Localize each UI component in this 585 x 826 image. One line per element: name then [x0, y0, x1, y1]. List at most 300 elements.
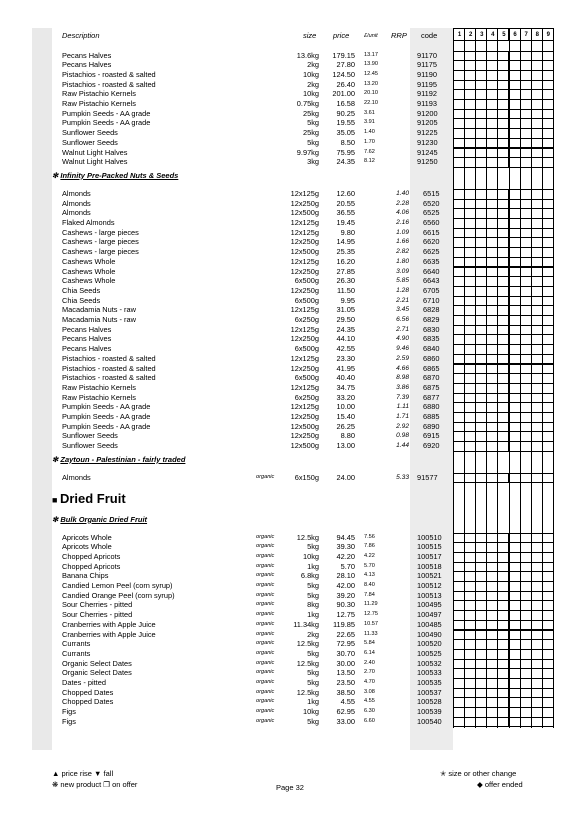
pack-size: 12x125g — [290, 227, 319, 237]
product-description: Cranberries with Apple Juice — [62, 629, 156, 639]
product-code: 6643 — [423, 276, 440, 286]
product-row — [0, 276, 585, 286]
pack-size: 12x125g — [290, 324, 319, 334]
product-code: 100521 — [417, 571, 442, 581]
product-row — [0, 373, 585, 383]
pack-size: 10kg — [302, 89, 319, 99]
product-description: Raw Pistachio Kernels — [62, 392, 136, 402]
product-description: Pistachios - roasted & salted — [62, 353, 156, 363]
organic-tag: organic — [256, 543, 275, 550]
pack-size: 13.6kg — [296, 50, 319, 60]
product-code: 100517 — [417, 551, 442, 561]
product-code: 6920 — [423, 441, 440, 451]
unit-price: 3.08 — [364, 688, 375, 695]
pack-size: 2kg — [307, 629, 319, 639]
pack-size: 3kg — [307, 157, 319, 167]
product-description: Cranberries with Apple Juice — [62, 619, 156, 629]
product-row — [0, 99, 585, 109]
product-row — [0, 393, 585, 403]
price: 11.50 — [337, 285, 355, 295]
price: 22.65 — [336, 629, 355, 639]
product-description: Pumpkin Seeds - AA grade — [62, 412, 151, 421]
product-code: 6525 — [423, 208, 440, 218]
unit-price: 13.17 — [364, 51, 378, 58]
price: 42.20 — [336, 551, 355, 561]
rrp: 1.11 — [396, 403, 409, 411]
price: 42.00 — [336, 581, 355, 590]
product-row — [0, 237, 585, 247]
product-description: Raw Pistachio Kernels — [62, 382, 136, 392]
unit-price: 12.45 — [364, 70, 378, 77]
pack-size: 12.5kg — [296, 532, 319, 542]
price: 14.95 — [336, 237, 355, 247]
rrp: 1.40 — [396, 189, 409, 197]
product-code: 100485 — [417, 619, 442, 629]
subsection-heading — [52, 171, 178, 180]
price: 26.40 — [336, 79, 355, 89]
unit-price: 5.70 — [364, 562, 375, 569]
product-row — [0, 707, 585, 717]
product-row — [0, 334, 585, 344]
unit-price: 6.14 — [364, 649, 375, 656]
product-row — [0, 542, 585, 552]
product-code: 100528 — [417, 697, 442, 707]
product-description: Cashews Whole — [62, 266, 116, 276]
pack-size: 8kg — [307, 600, 319, 610]
organic-tag: organic — [256, 698, 275, 705]
product-description: Pecans Halves — [62, 334, 112, 344]
product-description: Sunflower Seeds — [62, 137, 118, 147]
rrp: 1.28 — [396, 286, 409, 294]
price: 23.50 — [336, 678, 355, 687]
product-row — [0, 533, 585, 543]
organic-tag: organic — [256, 659, 275, 666]
product-row — [0, 717, 585, 727]
product-code: 91230 — [417, 137, 438, 147]
legend-price-change: ▲ price rise ▼ fall — [52, 769, 114, 778]
organic-tag: organic — [256, 640, 275, 647]
price: 19.55 — [336, 118, 355, 128]
price: 29.50 — [336, 315, 355, 324]
product-description: Sour Cherries - pitted — [62, 600, 133, 610]
product-description: Pistachios - roasted & salted — [62, 363, 156, 373]
unit-price: 4.55 — [364, 698, 375, 705]
product-row — [0, 649, 585, 659]
product-row — [0, 473, 585, 483]
price: 26.30 — [336, 276, 355, 286]
subsection-title: Zaytoun - Palestinian - fairly traded — [60, 454, 186, 464]
product-description: Sunflower Seeds — [62, 128, 118, 138]
product-row — [0, 659, 585, 669]
product-row — [0, 199, 585, 209]
product-row — [0, 305, 585, 315]
price: 38.50 — [336, 687, 355, 697]
pack-size: 12x250g — [290, 237, 319, 247]
product-description: Chopped Apricots — [62, 561, 121, 571]
product-code: 91245 — [417, 147, 438, 157]
section-heading — [52, 491, 126, 506]
pack-size: 12x125g — [290, 188, 319, 198]
product-description: Currants — [62, 639, 91, 649]
unit-price: 4.22 — [364, 552, 375, 559]
product-description: Pistachios - roasted & salted — [62, 79, 156, 89]
product-code: 6710 — [423, 295, 440, 305]
product-description: Flaked Almonds — [62, 218, 115, 227]
product-description: Organic Select Dates — [62, 668, 132, 678]
pack-size: 6x500g — [294, 276, 319, 286]
unit-price: 13.20 — [364, 80, 378, 87]
unit-price: 22.10 — [364, 100, 378, 106]
organic-tag: organic — [256, 611, 275, 618]
product-description: Sunflower Seeds — [62, 441, 118, 451]
product-description: Raw Pistachio Kernels — [62, 99, 136, 108]
product-code: 6830 — [423, 324, 440, 334]
product-code: 91190 — [417, 69, 438, 79]
product-code: 91200 — [417, 108, 438, 118]
unit-price: 7.86 — [364, 543, 375, 550]
product-code: 6560 — [423, 218, 440, 227]
organic-tag: organic — [256, 572, 275, 579]
price: 119.85 — [332, 619, 355, 629]
rrp: 1.66 — [396, 238, 409, 246]
product-code: 6875 — [423, 382, 440, 392]
price: 24.35 — [336, 157, 355, 167]
pack-size: 12x125g — [290, 218, 319, 227]
product-row — [0, 354, 585, 364]
product-code: 6615 — [423, 227, 440, 237]
product-row — [0, 581, 585, 591]
product-row — [0, 620, 585, 630]
product-row — [0, 412, 585, 422]
organic-tag: organic — [256, 708, 275, 715]
product-row — [0, 80, 585, 90]
product-description: Pecans Halves — [62, 60, 112, 70]
unit-price: 7.56 — [364, 533, 375, 540]
product-row — [0, 610, 585, 620]
subsection-title: Infinity Pre-Packed Nuts & Seeds — [60, 170, 179, 180]
pack-size: 10kg — [302, 707, 319, 717]
price: 27.85 — [336, 266, 355, 276]
product-code: 91193 — [417, 99, 438, 108]
product-code: 6620 — [423, 237, 440, 247]
pack-size: 2kg — [307, 79, 319, 89]
product-description: Dates - pitted — [62, 678, 106, 687]
pack-size: 6x250g — [294, 392, 319, 402]
organic-tag: organic — [256, 552, 275, 559]
price: 28.10 — [336, 571, 355, 581]
grid-column-number: 6 — [513, 32, 517, 38]
pack-size: 25kg — [302, 128, 319, 138]
pack-size: 5kg — [307, 581, 319, 590]
product-code: 6515 — [423, 188, 440, 198]
product-code: 91192 — [417, 89, 438, 99]
subsection-title: Bulk Organic Dried Fruit — [60, 514, 148, 524]
product-code: 100540 — [417, 716, 442, 726]
rrp: 3.86 — [396, 383, 409, 391]
pack-size: 1kg — [307, 610, 319, 620]
product-row — [0, 128, 585, 138]
pack-size: 12x125g — [290, 382, 319, 392]
product-code: 100520 — [417, 639, 442, 649]
product-row — [0, 364, 585, 374]
price: 41.95 — [336, 363, 355, 373]
pack-size: 12x500g — [290, 421, 319, 431]
product-row — [0, 552, 585, 562]
rrp: 4.06 — [396, 209, 409, 217]
unit-price: 4.13 — [364, 572, 375, 579]
pack-size: 12x125g — [290, 305, 319, 315]
rrp: 2.71 — [396, 325, 409, 333]
product-description: Chopped Dates — [62, 697, 114, 707]
organic-tag: organic — [256, 679, 275, 685]
product-description: Organic Select Dates — [62, 658, 132, 668]
product-row — [0, 639, 585, 649]
price: 8.50 — [340, 137, 355, 147]
product-code: 6828 — [423, 305, 440, 315]
product-description: Walnut Light Halves — [62, 157, 128, 167]
unit-price: 11.29 — [364, 601, 378, 608]
product-code: 91205 — [417, 118, 438, 128]
price: 179.15 — [332, 50, 355, 60]
price: 40.40 — [336, 373, 355, 383]
product-row — [0, 422, 585, 432]
pack-size: 6x500g — [294, 344, 319, 354]
product-row — [0, 138, 585, 148]
product-description: Chia Seeds — [62, 295, 101, 305]
product-code: 6865 — [423, 363, 440, 373]
product-description: Pecans Halves — [62, 344, 112, 354]
product-description: Pistachios - roasted & salted — [62, 373, 156, 383]
page-number: Page 32 — [276, 783, 304, 792]
legend-offer-ended: ◆ offer ended — [477, 780, 523, 789]
subsection-heading — [52, 515, 147, 524]
pack-size: 25kg — [302, 108, 319, 118]
product-row — [0, 344, 585, 354]
pack-size: 12x125g — [290, 256, 319, 266]
header-size: size — [303, 31, 317, 40]
product-code: 6625 — [423, 247, 440, 257]
price: 23.30 — [336, 353, 355, 363]
price: 16.20 — [336, 256, 355, 266]
organic-tag: organic — [256, 582, 275, 588]
pack-size: 12x250g — [290, 285, 319, 295]
product-code: 6520 — [423, 198, 440, 208]
organic-tag: organic — [256, 717, 275, 724]
price: 72.95 — [336, 639, 355, 649]
product-description: Currants — [62, 648, 91, 658]
organic-tag: organic — [256, 601, 275, 608]
product-code: 100510 — [417, 532, 442, 542]
pack-size: 5kg — [307, 716, 319, 726]
grid-column-number: 3 — [480, 32, 484, 38]
pack-size: 12x125g — [290, 402, 319, 412]
price: 34.75 — [336, 382, 355, 392]
pack-size: 5kg — [307, 118, 319, 128]
product-description: Banana Chips — [62, 571, 109, 581]
asterisk-icon: ✻ — [52, 514, 61, 524]
price: 90.30 — [336, 600, 355, 610]
product-code: 6829 — [423, 315, 440, 324]
grid-column-number: 4 — [491, 32, 495, 38]
rrp: 1.80 — [396, 257, 409, 265]
product-code: 100535 — [417, 678, 442, 687]
product-description: Figs — [62, 707, 76, 717]
rrp: 5.33 — [396, 473, 409, 481]
pack-size: 12x125g — [290, 353, 319, 363]
product-description: Pistachios - roasted & salted — [62, 69, 156, 79]
product-description: Sunflower Seeds — [62, 431, 118, 441]
product-description: Cashews Whole — [62, 256, 116, 266]
unit-price: 3.91 — [364, 119, 375, 126]
pack-size: 12x250g — [290, 266, 319, 276]
pack-size: 5kg — [307, 590, 319, 600]
grid-column-number: 2 — [468, 32, 473, 38]
pack-size: 2kg — [307, 60, 319, 70]
rrp: 9.46 — [396, 345, 409, 353]
organic-tag: organic — [256, 688, 275, 695]
rrp: 3.45 — [396, 306, 409, 314]
pack-size: 6x500g — [294, 373, 319, 383]
rrp: 5.85 — [396, 277, 409, 285]
rrp: 2.92 — [396, 422, 409, 430]
bullet-square-icon: ■ — [52, 494, 60, 505]
price: 20.55 — [336, 198, 355, 208]
organic-tag: organic — [256, 562, 275, 569]
product-description: Chia Seeds — [62, 285, 101, 295]
product-code: 100533 — [417, 668, 442, 678]
legend-size-change: ✭ size or other change — [440, 769, 517, 778]
price: 75.95 — [336, 147, 355, 157]
product-row — [0, 296, 585, 306]
product-code: 91195 — [417, 79, 438, 89]
price: 33.00 — [336, 716, 355, 726]
price: 39.30 — [336, 542, 355, 552]
product-row — [0, 89, 585, 99]
header-description: Description — [62, 31, 100, 40]
product-row — [0, 60, 585, 70]
legend-new-offer: ❋ new product ❐ on offer — [52, 780, 138, 789]
product-code: 100537 — [417, 687, 442, 697]
product-row — [0, 678, 585, 688]
product-description: Cashews - large pieces — [62, 227, 139, 237]
product-code: 100512 — [417, 581, 442, 590]
organic-tag: organic — [256, 620, 275, 627]
product-description: Candied Lemon Peel (corn syrup) — [62, 581, 173, 590]
pack-size: 12.5kg — [296, 639, 319, 649]
unit-price: 8.12 — [364, 158, 375, 165]
pack-size: 6x500g — [294, 295, 319, 305]
pack-size: 5kg — [307, 648, 319, 658]
unit-price: 6.60 — [364, 717, 375, 724]
pack-size: 10kg — [302, 551, 319, 561]
product-code: 100515 — [417, 542, 442, 552]
pack-size: 12x500g — [290, 208, 319, 218]
product-code: 100539 — [417, 707, 442, 717]
price: 13.00 — [336, 441, 355, 451]
product-description: Apricots Whole — [62, 532, 112, 542]
product-row — [0, 109, 585, 119]
pack-size: 12x250g — [290, 198, 319, 208]
header-price: price — [333, 31, 350, 40]
rrp: 2.16 — [396, 219, 409, 226]
pack-size: 12x250g — [290, 431, 319, 441]
product-description: Cashews Whole — [62, 276, 116, 286]
asterisk-icon: ✻ — [52, 170, 61, 180]
unit-price: 6.30 — [364, 708, 375, 715]
pack-size: 12x250g — [290, 412, 319, 421]
product-row — [0, 562, 585, 572]
product-description: Macadamia Nuts - raw — [62, 305, 136, 315]
product-code: 6640 — [423, 266, 440, 276]
rrp: 3.09 — [396, 267, 409, 275]
rrp: 6.56 — [396, 316, 409, 323]
pack-size: 12x250g — [290, 334, 319, 344]
price: 201.00 — [332, 89, 355, 99]
unit-price: 4.70 — [364, 679, 375, 685]
pack-size: 9.97kg — [296, 147, 319, 157]
asterisk-icon: ✻ — [52, 454, 61, 464]
price: 124.50 — [332, 69, 355, 79]
product-row — [0, 228, 585, 238]
unit-price: 12.75 — [364, 611, 378, 618]
price: 25.35 — [336, 247, 355, 257]
unit-price: 7.62 — [364, 148, 375, 155]
price: 39.20 — [336, 590, 355, 600]
organic-tag: organic — [256, 630, 275, 637]
product-row — [0, 208, 585, 218]
product-description: Walnut Light Halves — [62, 147, 128, 157]
product-code: 91175 — [417, 60, 438, 70]
rrp: 7.39 — [396, 393, 409, 401]
organic-tag: organic — [256, 591, 275, 598]
product-code: 6890 — [423, 421, 440, 431]
product-row — [0, 325, 585, 335]
rrp: 2.21 — [396, 296, 409, 304]
price: 26.25 — [336, 421, 355, 431]
product-description: Macadamia Nuts - raw — [62, 315, 136, 324]
price: 5.70 — [340, 561, 355, 571]
product-description: Pumpkin Seeds - AA grade — [62, 402, 151, 412]
product-code: 6915 — [423, 431, 440, 441]
price: 13.50 — [336, 668, 355, 678]
price: 31.05 — [336, 305, 355, 315]
product-code: 100532 — [417, 658, 442, 668]
organic-tag: organic — [256, 669, 275, 676]
price: 19.45 — [336, 218, 355, 227]
unit-price: 8.40 — [364, 582, 375, 588]
product-row — [0, 218, 585, 228]
product-code: 6840 — [423, 344, 440, 354]
product-description: Candied Orange Peel (corn syrup) — [62, 590, 175, 600]
product-description: Pecans Halves — [62, 324, 112, 334]
pack-size: 1kg — [307, 561, 319, 571]
price: 12.75 — [336, 610, 355, 620]
subsection-heading — [52, 455, 185, 464]
price: 42.55 — [336, 344, 355, 354]
product-row — [0, 591, 585, 601]
product-row — [0, 688, 585, 698]
unit-price: 2.70 — [364, 669, 375, 676]
rrp: 2.59 — [396, 354, 409, 362]
price: 24.35 — [336, 324, 355, 334]
product-row — [0, 630, 585, 640]
unit-price: 5.84 — [364, 640, 375, 647]
product-code: 100495 — [417, 600, 442, 610]
pack-size: 12x500g — [290, 441, 319, 451]
product-description: Pumpkin Seeds - AA grade — [62, 108, 151, 118]
rrp: 2.82 — [396, 248, 409, 256]
organic-tag: organic — [256, 649, 275, 656]
